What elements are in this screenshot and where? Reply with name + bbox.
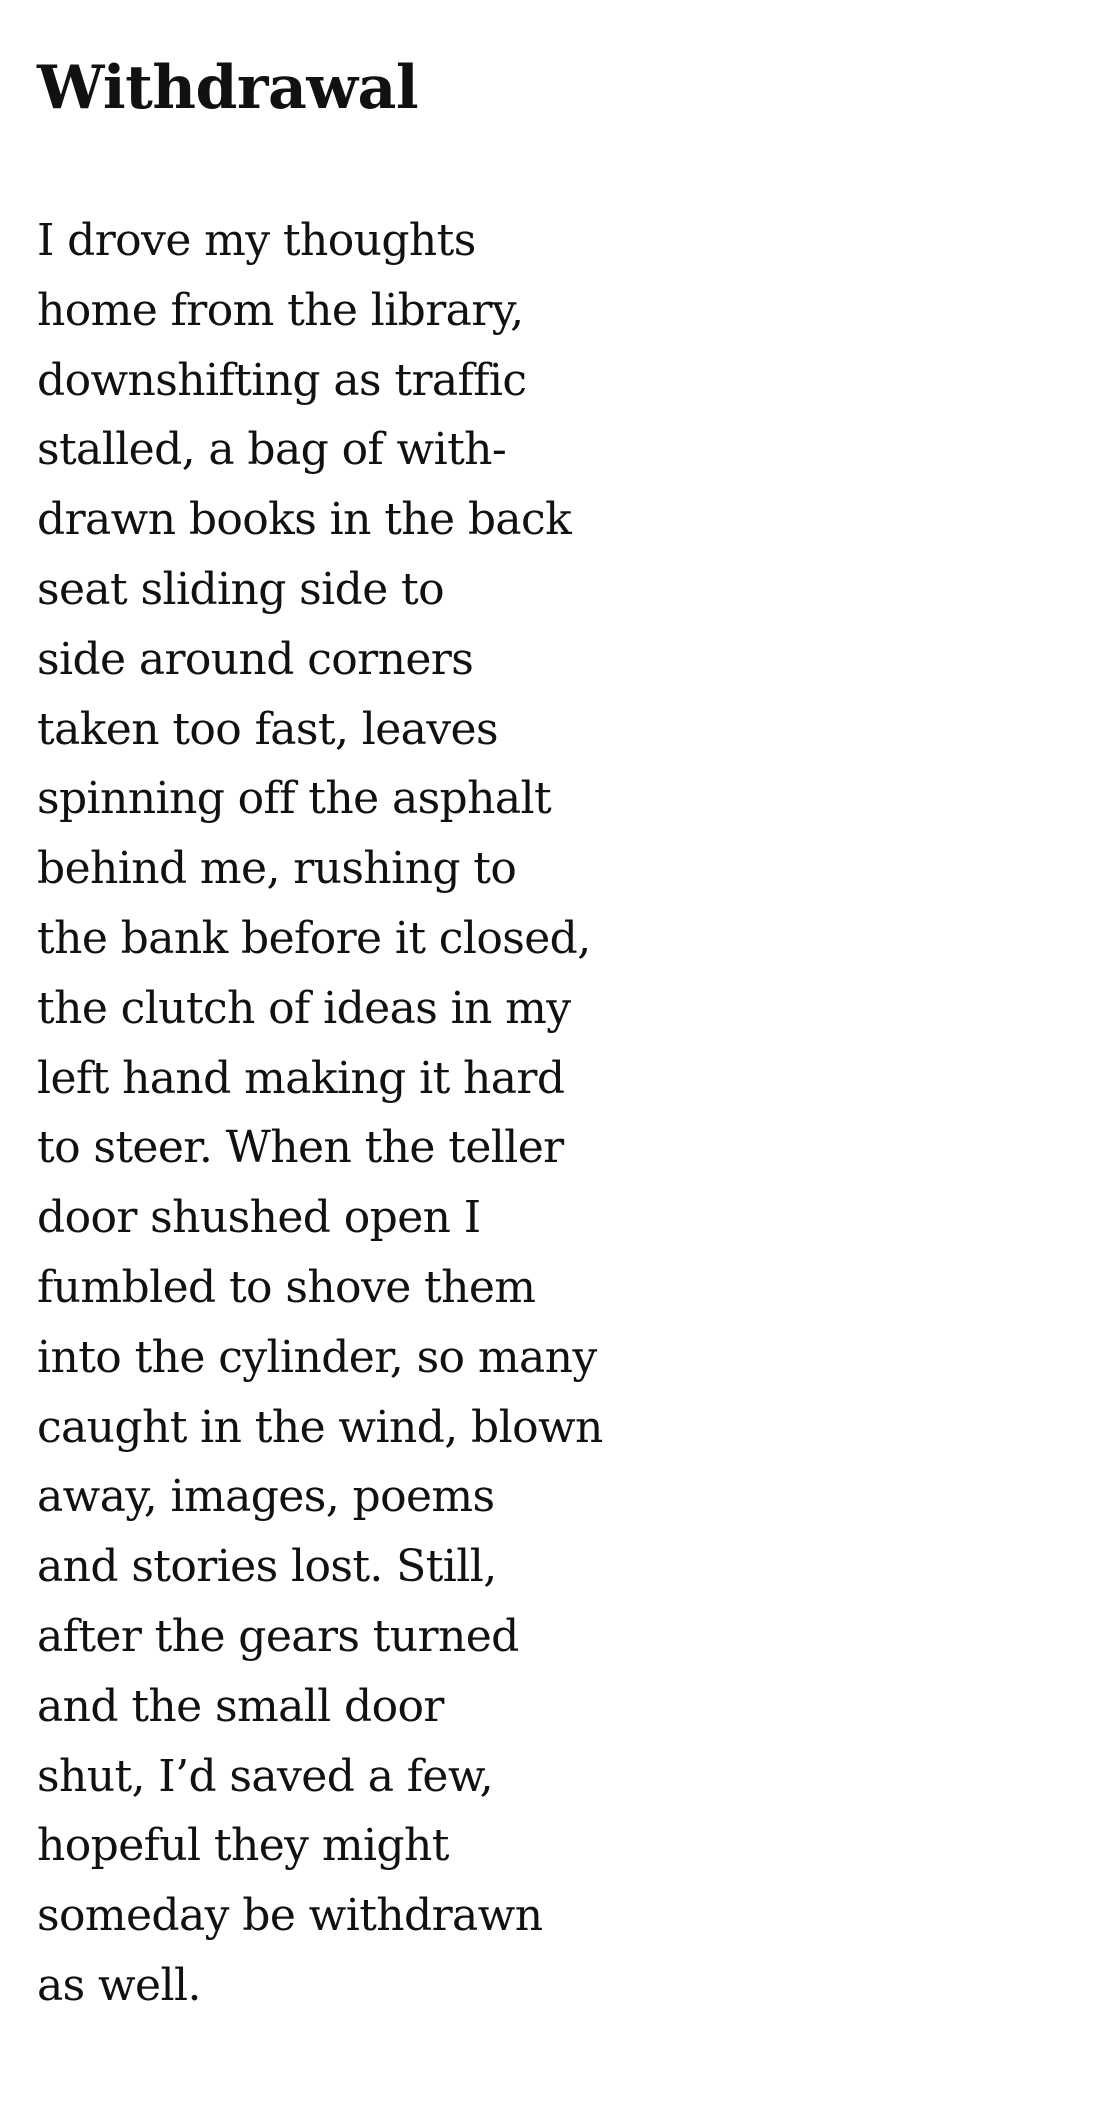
poem-line: into the cylinder, so many — [37, 1331, 597, 1383]
poem-line: downshifting as traffic — [37, 354, 527, 406]
poem-line: someday be withdrawn — [37, 1890, 543, 1942]
poem-line: and the small door — [37, 1680, 444, 1732]
poem-body — [37, 128, 1037, 2021]
poem-line: I drove my thoughts — [37, 215, 476, 266]
poem-line: door shushed open I — [37, 1192, 481, 1244]
poem-line: to steer. When the teller — [37, 1122, 564, 1174]
poem-line: caught in the wind, blown — [37, 1401, 603, 1453]
poem-line: behind me, rushing to — [37, 843, 517, 895]
poem-line: as well. — [37, 1959, 201, 2011]
poem-line: and stories lost. Still, — [37, 1541, 497, 1593]
poem-line: side around corners — [37, 633, 474, 685]
poem-line: home from the library, — [37, 284, 524, 336]
poem-line: after the gears turned — [37, 1610, 519, 1662]
poem-title: Withdrawal — [37, 53, 419, 123]
poem-line: drawn books in the back — [37, 494, 572, 546]
poem-line: stalled, a bag of with- — [37, 424, 507, 476]
poem-line: shut, I’d saved a few, — [37, 1750, 494, 1802]
poem-line: fumbled to shove them — [37, 1261, 536, 1313]
poem-line: the clutch of ideas in my — [37, 982, 571, 1034]
poem-line: the bank before it closed, — [37, 912, 591, 964]
poem-line: away, images, poems — [37, 1471, 495, 1523]
poem-line: spinning off the asphalt — [37, 773, 552, 825]
poem-line: taken too fast, leaves — [37, 703, 498, 755]
poem — [37, 48, 1037, 2021]
poem-line: seat sliding side to — [37, 563, 444, 615]
poem-line: hopeful they might — [37, 1820, 449, 1872]
poem-line: left hand making it hard — [37, 1052, 565, 1104]
